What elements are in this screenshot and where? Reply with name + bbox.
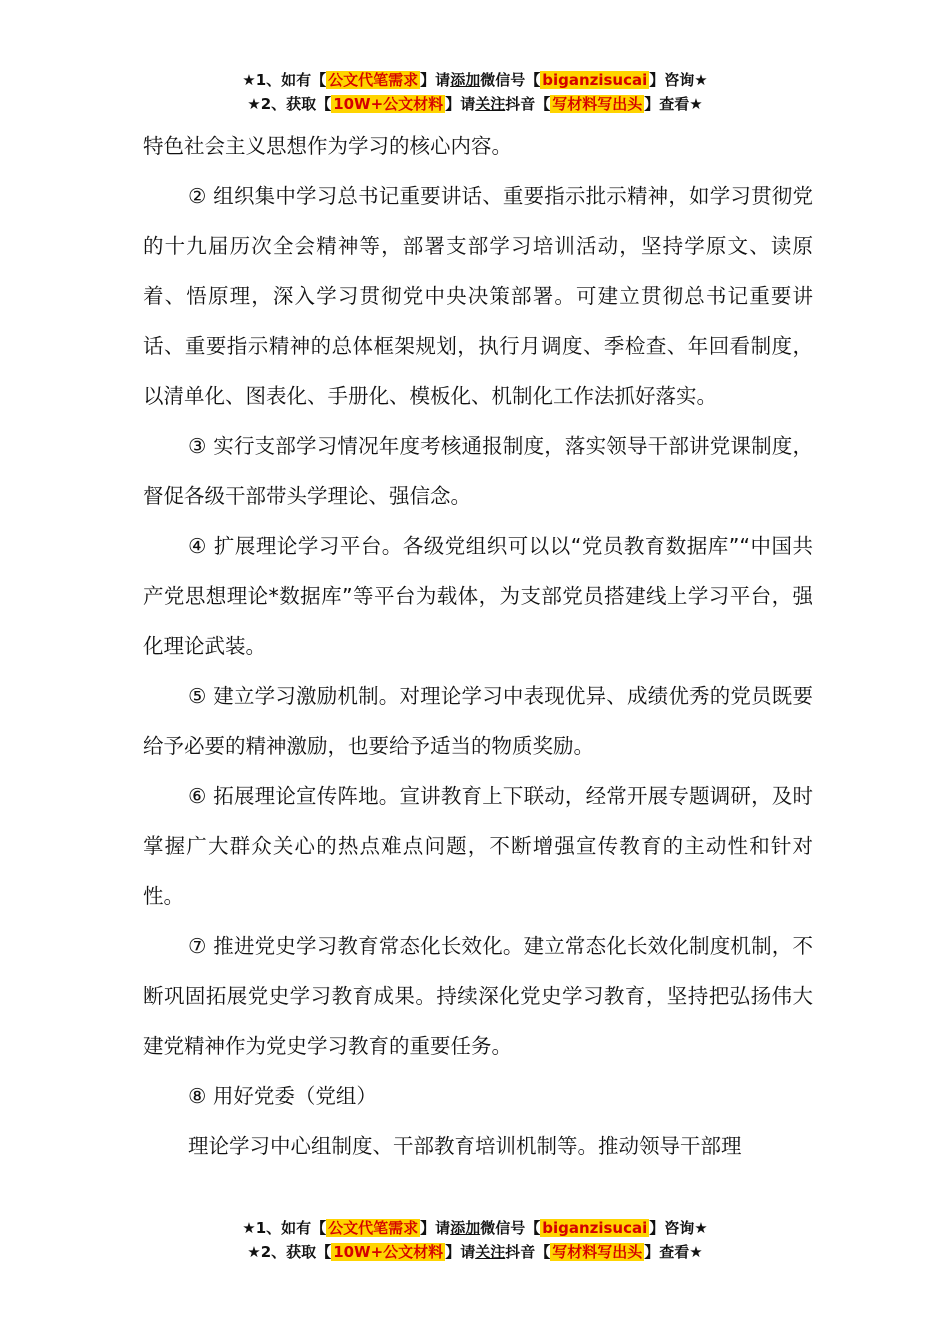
banner-text: 】查看★ [644, 1243, 703, 1261]
banner-text: 抖音【 [505, 1243, 551, 1261]
banner-line-1 [0, 68, 950, 92]
banner-underline: 添加 [450, 71, 481, 89]
banner-text: 微信号【 [480, 71, 541, 89]
paragraph-item-3: ③ 实行支部学习情况年度考核通报制度，落实领导干部讲党课制度，督促各级干部带头学理论、强信念。 [143, 434, 813, 508]
banner-highlight: 10W+公文材料 [333, 95, 444, 113]
banner-text: 】请 [445, 95, 476, 113]
banner-text: ★2、获取【 [247, 95, 332, 113]
banner-text: 抖音【 [505, 95, 551, 113]
banner-text: ★1、如有【 [242, 1219, 327, 1237]
banner-text: 】请 [445, 1243, 476, 1261]
banner-underline: 关注 [475, 95, 506, 113]
banner-highlight: biganzisucai [542, 71, 648, 89]
banner-highlight: 10W+公文材料 [333, 1243, 444, 1261]
banner-text: 】咨询★ [649, 71, 708, 89]
banner-highlight: 写材料写出头 [552, 1243, 643, 1261]
banner-text: 】咨询★ [649, 1219, 708, 1237]
banner-underline: 添加 [450, 1219, 481, 1237]
paragraph-continuation: 特色社会主义思想作为学习的核心内容。 [143, 134, 512, 158]
banner-highlight: 写材料写出头 [552, 95, 643, 113]
banner-text: ★2、获取【 [247, 1243, 332, 1261]
banner-line-2 [0, 92, 950, 116]
banner-line-1 [0, 1216, 950, 1240]
footer-banner [0, 1216, 950, 1264]
banner-line-2 [0, 1240, 950, 1264]
paragraph-item-4: ④ 扩展理论学习平台。各级党组织可以以“党员教育数据库”“中国共产党思想理论*数据库”等平台为载体，为支部党员搭建线上学习平台，强化理论武装。 [143, 534, 813, 658]
banner-text: ★1、如有【 [242, 71, 327, 89]
banner-text: 微信号【 [480, 1219, 541, 1237]
banner-highlight: 公文代笔需求 [328, 1219, 419, 1237]
header-banner [0, 68, 950, 116]
banner-highlight: 公文代笔需求 [328, 71, 419, 89]
paragraph-item-2: ② 组织集中学习总书记重要讲话、重要指示批示精神，如学习贯彻党的十九届历次全会精神等，部署支部学习培训活动，坚持学原文、读原着、悟原理，深入学习贯彻党中央决策部署。可建立贯彻总书记重要讲话、重要指示精神的总体框架规划，执行月调度、季检查、年回看制度，以清单化、图表化、手册化、模板化、机制化工作法抓好落实。 [143, 184, 813, 408]
paragraph-item-7: ⑦ 推进党史学习教育常态化长效化。建立常态化长效化制度机制，不断巩固拓展党史学习教育成果。持续深化党史学习教育，坚持把弘扬伟大建党精神作为党史学习教育的重要任务。 [143, 934, 813, 1058]
paragraph-item-8-cont: 理论学习中心组制度、干部教育培训机制等。推动领导干部理 [188, 1134, 742, 1158]
banner-highlight: biganzisucai [542, 1219, 648, 1237]
banner-text: 】请 [420, 71, 451, 89]
banner-underline: 关注 [475, 1243, 506, 1261]
banner-text: 】请 [420, 1219, 451, 1237]
paragraph-item-6: ⑥ 拓展理论宣传阵地。宣讲教育上下联动，经常开展专题调研，及时掌握广大群众关心的热点难点问题，不断增强宣传教育的主动性和针对性。 [143, 784, 813, 908]
paragraph-item-5: ⑤ 建立学习激励机制。对理论学习中表现优异、成绩优秀的党员既要给予必要的精神激励，也要给予适当的物质奖励。 [143, 684, 813, 758]
banner-text: 】查看★ [644, 95, 703, 113]
document-body [143, 121, 813, 1171]
paragraph-item-8: ⑧ 用好党委（党组） [188, 1084, 377, 1108]
